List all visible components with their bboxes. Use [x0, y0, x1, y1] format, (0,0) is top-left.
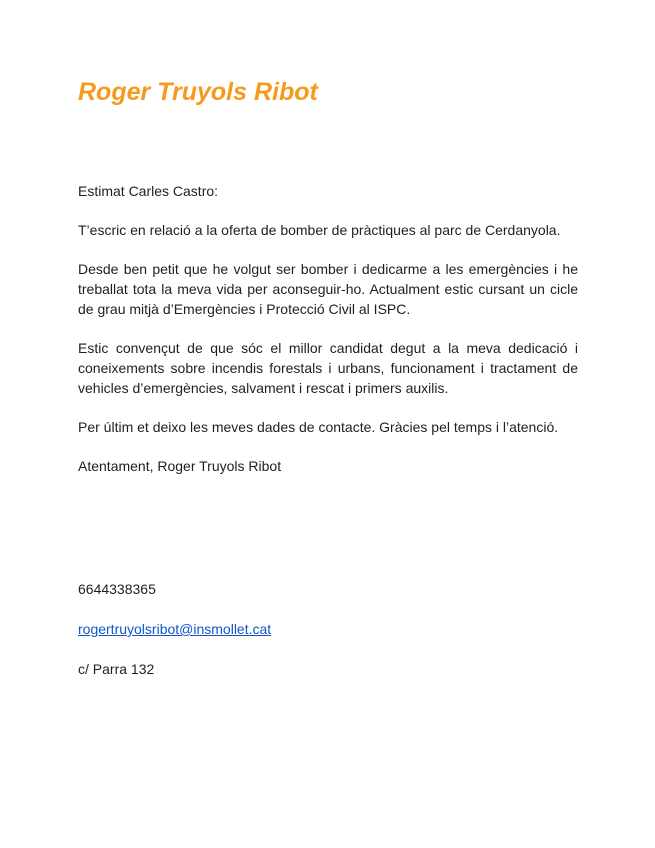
letter-body — [78, 181, 578, 495]
letter-paragraph-2: Desde ben petit que he volgut ser bomber i dedicarme a les emergències i he treballat tota la meva vida per aconseguir-ho. Actualment estic cursant un cicle de grau mitjà d’Emergències i Protecció Civil al ISPC. — [78, 261, 578, 317]
contact-address: c/ Parra 132 — [78, 661, 155, 677]
contact-email-line — [78, 619, 578, 639]
letter-paragraph-1: T’escric en relació a la oferta de bomber de pràctiques al parc de Cerdanyola. — [78, 222, 561, 238]
letter-paragraph-3: Estic convençut de que sóc el millor candidat degut a la meva dedicació i coneixements sobre incendis forestals i urbans, funcionament i tractament de vehicles d’emergències, salvament i rescat i primers auxilis. — [78, 340, 578, 396]
letter-closing: Atentament, Roger Truyols Ribot — [78, 458, 282, 474]
contact-email-link[interactable]: rogertruyolsribot@insmollet.cat — [78, 621, 272, 637]
letter-paragraph-4: Per últim et deixo les meves dades de contacte. Gràcies pel temps i l’atenció. — [78, 419, 559, 435]
contact-details — [78, 579, 578, 699]
sender-name-title: Roger Truyols Ribot — [78, 78, 318, 106]
letter-greeting: Estimat Carles Castro: — [78, 183, 219, 199]
contact-phone: 6644338365 — [78, 581, 156, 597]
